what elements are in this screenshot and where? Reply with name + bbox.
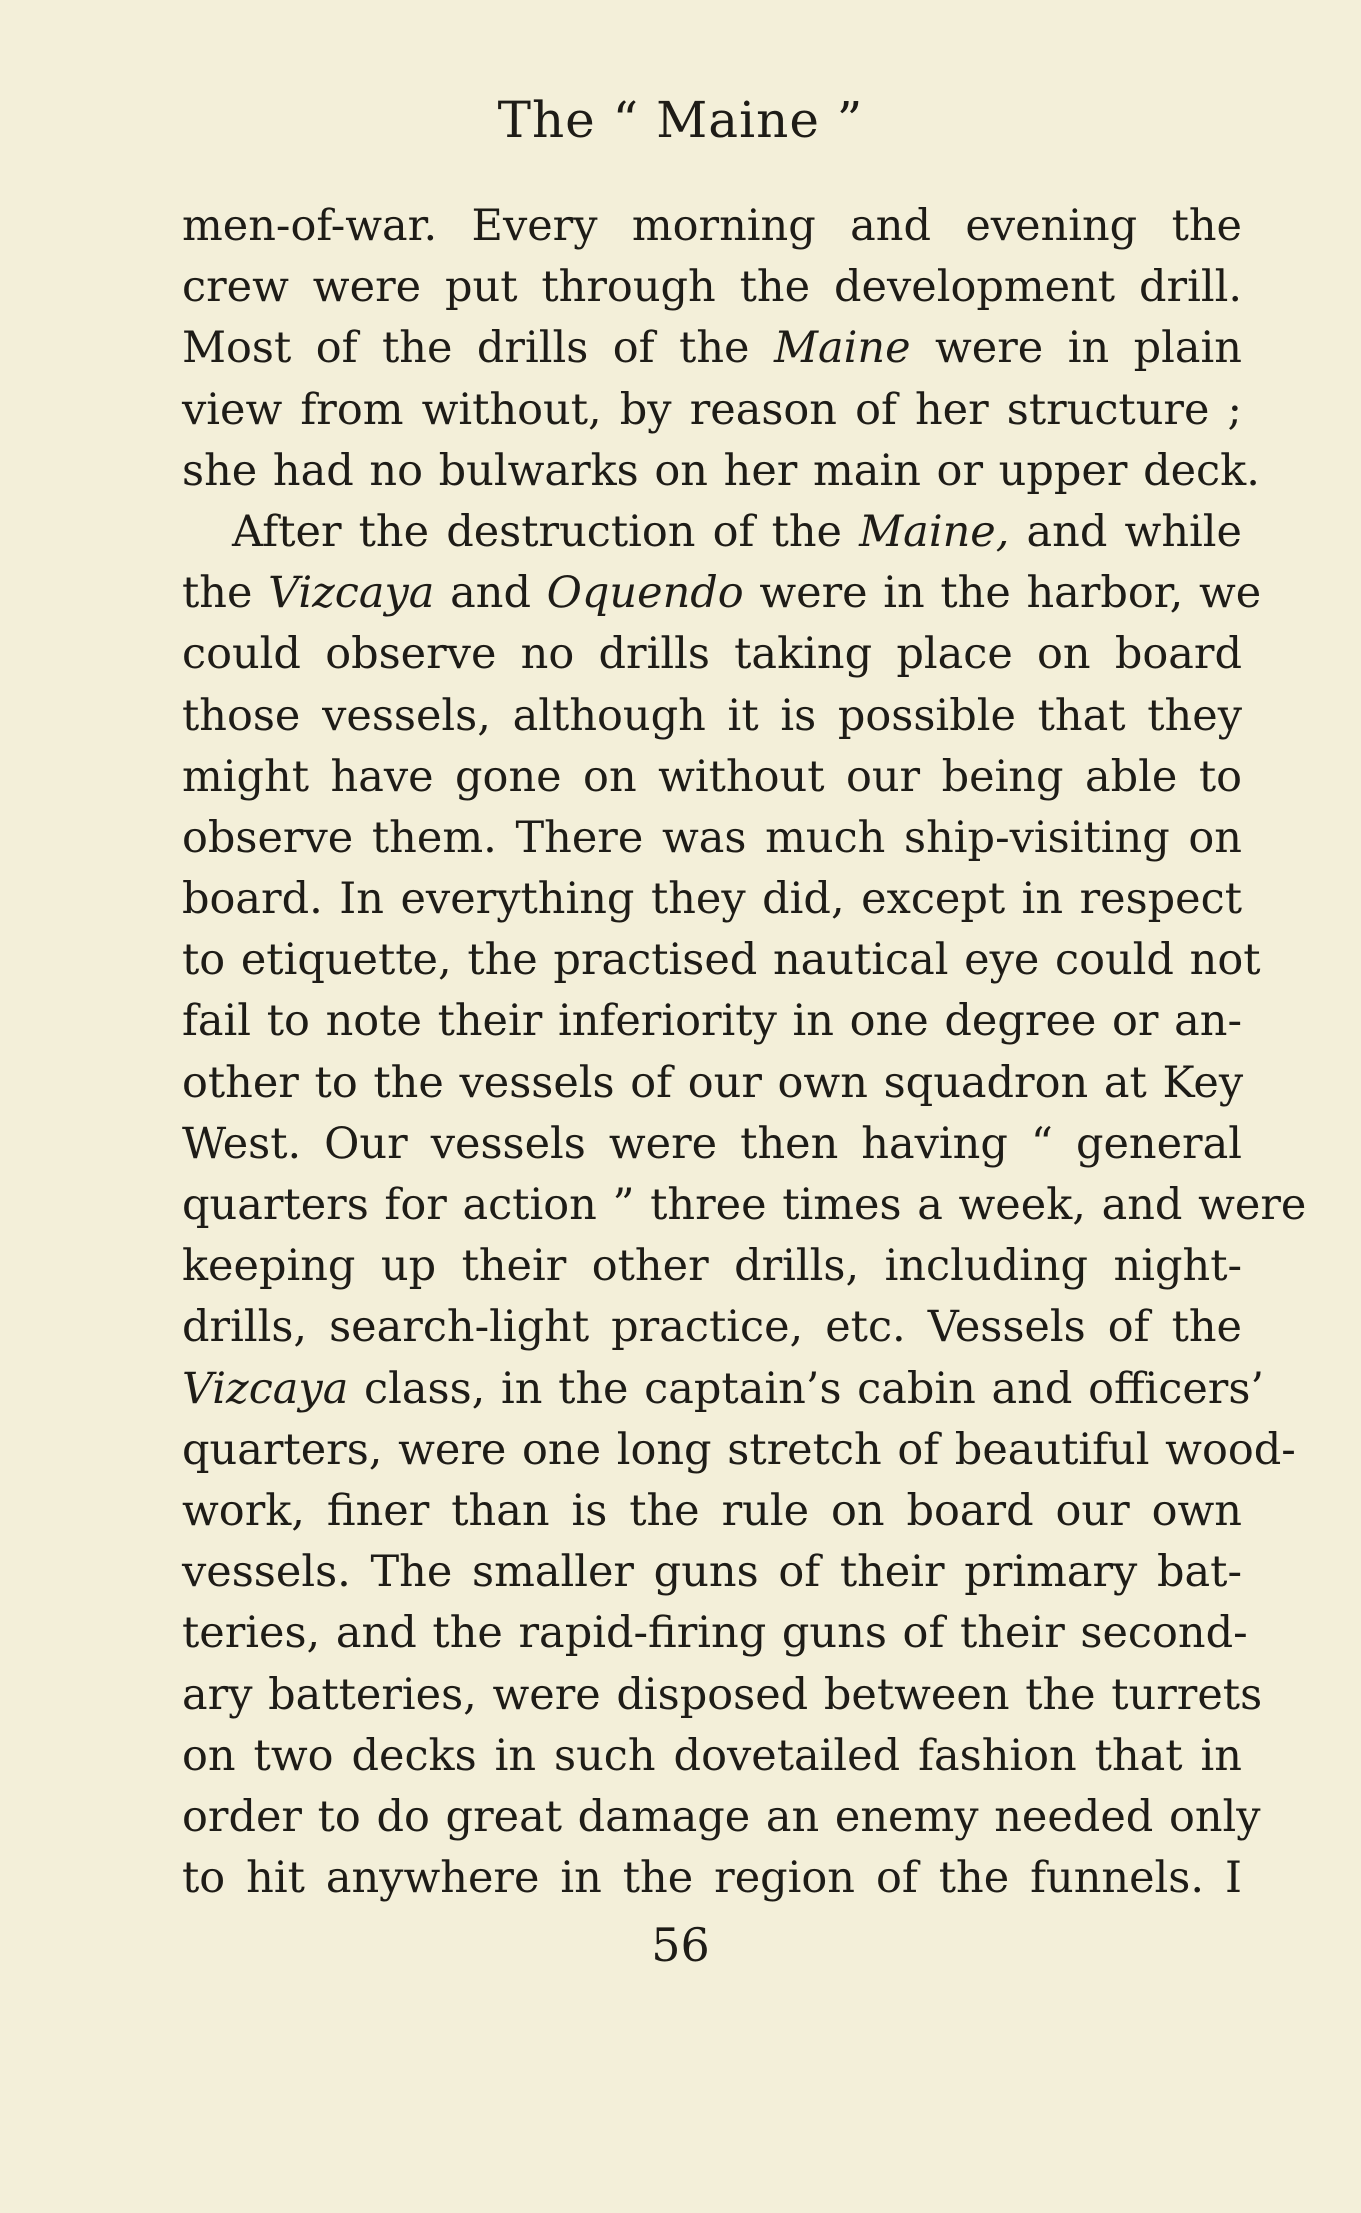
text-segment: view from without, by reason of her structure ; (182, 384, 1242, 435)
text-line (182, 563, 1262, 624)
italic-text: Maine, (859, 506, 1010, 557)
text-segment: quarters, were one long stretch of beautiful wood- (182, 1424, 1296, 1475)
page-number: 56 (651, 1918, 710, 1972)
text-line (182, 930, 1261, 991)
text-line (182, 1787, 1261, 1848)
text-segment: could observe no drills taking place on board (182, 629, 1242, 680)
text-line (182, 686, 1242, 747)
text-line (182, 1175, 1307, 1236)
text-segment: might have gone on without our being able to (182, 751, 1242, 802)
text-line (182, 1848, 1242, 1909)
text-segment: to etiquette, the practised nautical eye could not (182, 935, 1261, 986)
text-segment: vessels. The smaller guns of their primary bat- (182, 1547, 1242, 1598)
text-segment: and (434, 568, 547, 619)
text-segment: were in plain (910, 323, 1242, 374)
text-line (182, 196, 1242, 257)
text-line (182, 1053, 1242, 1114)
text-line (182, 747, 1242, 808)
text-line (182, 257, 1242, 318)
text-line (182, 1420, 1296, 1481)
text-segment: she had no bulwarks on her main or upper deck. (182, 445, 1260, 496)
text-line (182, 1542, 1242, 1603)
text-segment: teries, and the rapid-firing guns of their second- (182, 1608, 1248, 1659)
text-segment: board. In everything they did, except in respect (182, 874, 1242, 925)
text-line (182, 380, 1242, 441)
text-line (182, 502, 1242, 563)
text-segment: drills, search-light practice, etc. Vessels of the (182, 1302, 1242, 1353)
text-segment: those vessels, although it is possible that they (182, 690, 1242, 741)
text-segment: work, finer than is the rule on board our own (182, 1485, 1242, 1536)
text-segment: were in the harbor, we (743, 568, 1262, 619)
text-segment: men-of-war. Every morning and evening the (182, 201, 1242, 251)
text-line (182, 441, 1260, 502)
text-segment: After the destruction of the (232, 506, 860, 557)
text-segment: ary batteries, were disposed between the turrets (182, 1669, 1263, 1720)
text-line (182, 1114, 1242, 1175)
text-line (182, 1481, 1242, 1542)
text-segment: Most of the drills of the (182, 323, 774, 374)
text-segment: West. Our vessels were then having “ general (182, 1118, 1242, 1169)
text-segment: other to the vessels of our own squadron at Key (182, 1057, 1244, 1108)
text-line (182, 991, 1242, 1052)
text-segment: to hit anywhere in the region of the funnels. I (182, 1853, 1242, 1904)
italic-text: Oquendo (546, 568, 744, 619)
text-segment: class, in the captain’s cabin and officers’ (348, 1363, 1265, 1414)
text-line (182, 624, 1242, 685)
text-segment: crew were put through the development drill. (182, 262, 1242, 313)
running-head: The “ Maine ” (497, 91, 864, 149)
text-line (182, 1726, 1242, 1787)
text-segment: keeping up their other drills, including night- (182, 1241, 1242, 1292)
text-segment: and while (1009, 506, 1242, 557)
text-line (182, 1603, 1248, 1664)
text-line (182, 1359, 1265, 1420)
text-line (182, 808, 1242, 869)
italic-text: Vizcaya (182, 1363, 349, 1414)
text-line (182, 1665, 1263, 1726)
text-segment: quarters for action ” three times a week, and were (182, 1180, 1307, 1230)
text-segment: fail to note their inferiority in one degree or an- (182, 996, 1242, 1047)
text-line (182, 1236, 1242, 1297)
text-segment: observe them. There was much ship-visiting on (182, 812, 1242, 863)
italic-text: Vizcaya (268, 568, 435, 619)
italic-text: Maine (773, 323, 911, 374)
text-line (182, 869, 1242, 930)
text-line (182, 1297, 1242, 1358)
text-segment: order to do great damage an enemy needed only (182, 1791, 1261, 1842)
body-text (182, 196, 1307, 1909)
text-segment: on two decks in such dovetailed fashion that in (182, 1730, 1242, 1781)
text-segment: the (182, 568, 269, 619)
text-line (182, 318, 1242, 379)
